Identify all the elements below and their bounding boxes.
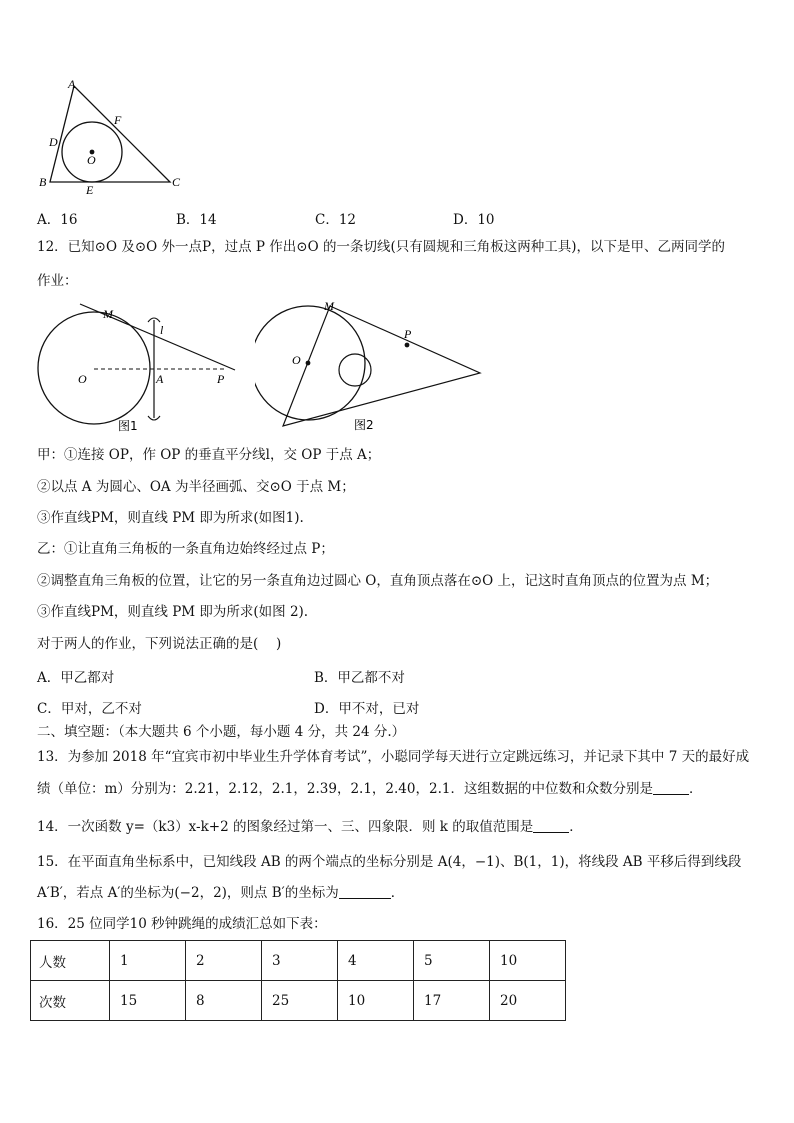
q12-yi-step1: 乙：①让直角三角板的一条直角边始终经过点 P； — [37, 541, 334, 557]
fig1-label-l: l — [160, 323, 164, 337]
q14-line — [37, 818, 583, 836]
q14-text: 14．一次函数 y=（k3）x-k+2 的图象经过第一、三、四象限．则 k 的取值范围是 — [37, 819, 534, 835]
fig2-label-O: O — [292, 353, 301, 367]
q12-jia-step3: ③作直线PM，则直线 PM 即为所求(如图1). — [37, 510, 304, 526]
q13-line2-end: ． — [688, 781, 703, 797]
q15-answer-blank[interactable] — [339, 884, 391, 899]
table-cell: 25 — [262, 981, 338, 1021]
q12-option-a[interactable]: A．甲乙都对 — [37, 670, 115, 686]
table-cell: 10 — [338, 981, 414, 1021]
fig2-caption: 图2 — [354, 418, 374, 432]
figure-1-tangent-perpendicular-bisector — [30, 302, 250, 432]
q13-line1: 13．为参加 2018 年“宜宾市初中毕业生升学体育考试”，小聪同学每天进行立定跳远练习，并记录下其中 7 天的最好成 — [37, 749, 750, 765]
table-cell: 1 — [110, 941, 186, 981]
section-2-title: 二、填空题：（本大题共 6 个小题，每小题 4 分，共 24 分.） — [37, 724, 406, 740]
label-C: C — [172, 175, 181, 189]
q15-line2 — [37, 884, 404, 902]
q11-option-c[interactable]: C．12 — [315, 212, 357, 228]
q12-option-b[interactable]: B．甲乙都不对 — [314, 670, 405, 686]
fig1-label-A: A — [156, 372, 164, 386]
q12-stem-line1: 12．已知⊙O 及⊙O 外一点P，过点 P 作出⊙O 的一条切线(只有圆规和三角板这两种工具)，以下是甲、乙两同学的 — [37, 239, 725, 255]
figure-2-right-triangle-ruler — [255, 298, 490, 432]
fig1-label-O: O — [78, 372, 87, 386]
q16-score-table — [30, 940, 566, 1021]
table-row — [31, 981, 566, 1021]
table-cell: 10 — [490, 941, 566, 981]
q12-yi-step2: ②调整直角三角板的位置，让它的另一条直角边过圆心 O，直角顶点落在⊙O 上，记这时直角顶点的位置为点 M； — [37, 573, 719, 589]
q15-line1: 15．在平面直角坐标系中，已知线段 AB 的两个端点的坐标分别是 A(4，−1)、B(1，1)，将线段 AB 平移后得到线段 — [37, 854, 742, 870]
q15-line2-end: ． — [390, 885, 405, 901]
label-A: A — [68, 77, 76, 91]
label-E: E — [86, 183, 94, 196]
table-cell: 3 — [262, 941, 338, 981]
q16-stem: 16．25 位同学10 秒钟跳绳的成绩汇总如下表： — [37, 916, 327, 932]
q11-option-a[interactable]: A．16 — [37, 212, 78, 228]
q11-option-d[interactable]: D．10 — [453, 212, 495, 228]
label-D: D — [49, 135, 58, 149]
q11-option-b[interactable]: B．14 — [176, 212, 217, 228]
fig2-label-M: M — [324, 299, 334, 313]
q12-option-c[interactable]: C．甲对，乙不对 — [37, 701, 142, 717]
table-cell: 2 — [186, 941, 262, 981]
table-cell: 20 — [490, 981, 566, 1021]
table-cell: 8 — [186, 981, 262, 1021]
q12-question: 对于两人的作业，下列说法正确的是( ) — [37, 636, 282, 652]
q13-answer-blank[interactable] — [653, 780, 689, 795]
q12-jia-step1: 甲：①连接 OP，作 OP 的垂直平分线l，交 OP 于点 A； — [37, 447, 381, 463]
q15-line2-text: A′B′，若点 A′的坐标为(−2，2)，则点 B′的坐标为 — [37, 885, 339, 901]
q14-answer-blank[interactable] — [533, 818, 569, 833]
q13-line2-text: 绩（单位：m）分别为：2.21，2.12，2.1，2.39，2.1，2.40，2.1．这组数据的中位数和众数分别是 — [37, 781, 653, 797]
q12-jia-step2: ②以点 A 为圆心、OA 为半径画弧、交⊙O 于点 M； — [37, 479, 355, 495]
fig1-caption: 图1 — [118, 419, 138, 432]
label-O: O — [87, 153, 96, 167]
table-cell: 15 — [110, 981, 186, 1021]
q13-line2 — [37, 780, 702, 798]
q14-end: ． — [569, 819, 583, 835]
fig1-label-P: P — [217, 372, 225, 386]
table-row — [31, 941, 566, 981]
table-cell: 5 — [414, 941, 490, 981]
triangle-incircle-figure — [30, 76, 190, 196]
label-F: F — [114, 113, 122, 127]
table-cell: 人数 — [31, 941, 110, 981]
table-cell: 4 — [338, 941, 414, 981]
table-cell: 17 — [414, 981, 490, 1021]
table-cell: 次数 — [31, 981, 110, 1021]
fig2-label-P: P — [404, 327, 412, 341]
label-B: B — [39, 175, 47, 189]
q12-option-d[interactable]: D．甲不对，已对 — [314, 701, 420, 717]
q12-yi-step3: ③作直线PM，则直线 PM 即为所求(如图 2). — [37, 604, 309, 620]
q12-stem-line2: 作业： — [37, 273, 78, 289]
fig1-label-M: M — [103, 307, 113, 321]
